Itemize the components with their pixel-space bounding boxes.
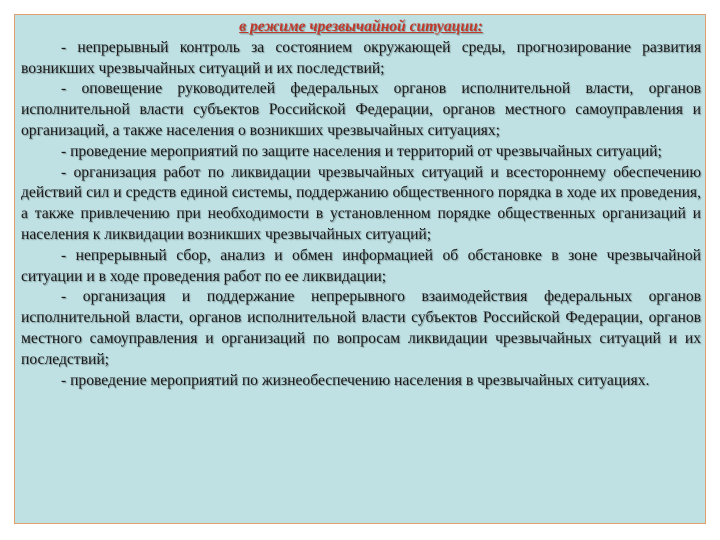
- list-item: - непрерывный контроль за состоянием окружающей среды, прогнозирование развития возникших чрезвычайных ситуаций и их последствий;: [21, 38, 701, 77]
- list-item: - непрерывный сбор, анализ и обмен информацией об обстановке в зоне чрезвычайной ситуации и в ходе проведения работ по ее ликвидации;: [21, 246, 701, 285]
- list-item: - организация работ по ликвидации чрезвычайных ситуаций и всестороннему обеспечению действий сил и средств единой системы, поддержанию общественного порядка в ходе их проведения, а также привлечению при необходимости в установленном порядке общественных организаций и населения к ликвидации возникших чрезвычайных ситуаций;: [21, 163, 701, 243]
- list-item: - проведение мероприятий по защите населения и территорий от чрезвычайных ситуаций;: [61, 142, 662, 160]
- list-item: - проведение мероприятий по жизнеобеспечению населения в чрезвычайных ситуациях.: [61, 371, 650, 389]
- slide-content: [21, 17, 701, 391]
- slide-panel: [14, 14, 706, 524]
- list-item: - организация и поддержание непрерывного взаимодействия федеральных органов исполнительной власти, органов исполнительной власти субъектов Российской Федерации, органов местного самоуправления и организаций по вопросам ликвидации чрезвычайных ситуаций и их последствий;: [21, 288, 701, 368]
- list-item: - оповещение руководителей федеральных органов исполнительной власти, органов исполнительной власти субъектов Российской Федерации, органов местного самоуправления и организаций, а также населения о возникших чрезвычайных ситуациях;: [21, 80, 701, 139]
- slide-title: в режиме чрезвычайной ситуации:: [239, 18, 483, 35]
